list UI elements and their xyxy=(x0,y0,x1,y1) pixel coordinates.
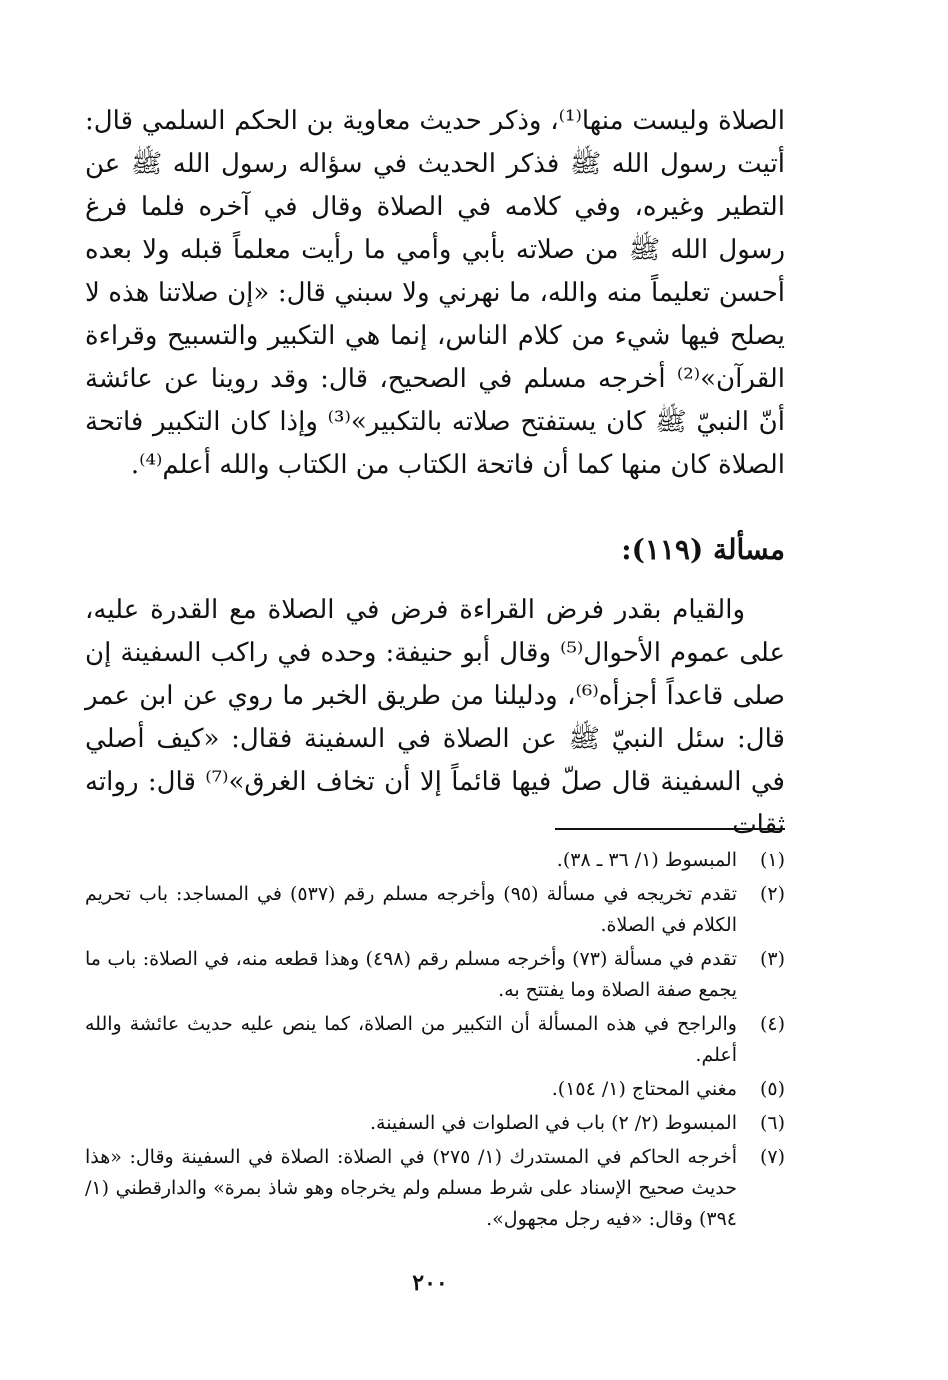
footnote-number: (٦) xyxy=(759,1112,785,1134)
second-text-block xyxy=(85,589,785,847)
footnote-number: (٥) xyxy=(759,1078,785,1100)
footnote-separator xyxy=(555,828,785,830)
paragraph-2: والقيام بقدر فرض القراءة فرض في الصلاة مع القدرة عليه، على عموم الأحوال⁽⁵⁾ وقال أبو حنيفة: وحده في راكب السفينة إن صلى قاعداً أجزأه⁽⁶⁾، ودليلنا من طريق الخبر ما روي عن ابن عمر قال: سئل النبيّ ﷺ عن الصلاة في السفينة فقال: «كيف أصلي في السفينة قال صلّ فيها قائماً إلا أن تخاف الغرق»⁽⁷⁾ قال: رواته ثقات xyxy=(85,595,786,840)
footnote-item xyxy=(85,1074,785,1105)
page-number: ٢٠٠ xyxy=(412,1270,448,1296)
footnote-number: (١) xyxy=(759,849,785,871)
footnote-number: (٤) xyxy=(759,1013,785,1035)
footnote-text: مغني المحتاج (١/ ١٥٤). xyxy=(551,1078,737,1100)
footnote-item xyxy=(85,1009,785,1071)
footnote-text: المبسوط (٢/ ٢) باب في الصلوات في السفينة. xyxy=(369,1112,737,1134)
footnote-item xyxy=(85,1142,785,1235)
section-heading: مسألة (١١٩): xyxy=(621,533,785,566)
footnote-text: تقدم تخريجه في مسألة (٩٥) وأخرجه مسلم رقم (٥٣٧) في المساجد: باب تحريم الكلام في الصلاة. xyxy=(85,883,738,936)
footnote-number: (٧) xyxy=(759,1146,785,1168)
footnote-item xyxy=(85,879,785,941)
main-text-block xyxy=(85,100,785,487)
footnote-text: أخرجه الحاكم في المستدرك (١/ ٢٧٥) في الصلاة: الصلاة في السفينة وقال: «هذا حديث صحيح الإسناد على شرط مسلم ولم يخرجاه وهو شاذ بمرة» والدارقطني (١/ ٣٩٤) وقال: «فيه رجل مجهول». xyxy=(85,1146,737,1230)
footnote-text: المبسوط (١/ ٣٦ ـ ٣٨). xyxy=(556,849,737,871)
footnote-text: والراجح في هذه المسألة أن التكبير من الصلاة، كما ينص عليه حديث عائشة والله أعلم. xyxy=(85,1013,737,1066)
footnote-number: (٢) xyxy=(759,883,785,905)
paragraph-1: الصلاة وليست منها⁽¹⁾، وذكر حديث معاوية بن الحكم السلمي قال: أتيت رسول الله ﷺ فذكر الحديث في سؤاله رسول الله ﷺ عن التطير وغيره، وفي كلامه في الصلاة وقال في آخره فلما فرغ رسول الله ﷺ من صلاته بأبي وأمي ما رأيت معلماً قبله ولا بعده أحسن تعليماً منه والله، ما نهرني ولا سبني قال: «إن صلاتنا هذه لا يصلح فيها شيء من كلام الناس، إنما هي التكبير والتسبيح وقراءة القرآن»⁽²⁾ أخرجه مسلم في الصحيح، قال: وقد روينا عن عائشة أنّ النبيّ ﷺ كان يستفتح صلاته بالتكبير»⁽³⁾ وإذا كان التكبير فاتحة الصلاة كان منها كما أن فاتحة الكتاب من الكتاب والله أعلم⁽⁴⁾. xyxy=(85,106,785,480)
footnote-item xyxy=(85,845,785,876)
footnote-text: تقدم في مسألة (٧٣) وأخرجه مسلم رقم (٤٩٨) وهذا قطعه منه، في الصلاة: باب ما يجمع صفة الصلاة وما يفتتح به. xyxy=(85,948,737,1001)
footnote-number: (٣) xyxy=(759,948,785,970)
footnote-item xyxy=(85,944,785,1006)
footnote-item xyxy=(85,1108,785,1139)
footnotes-list xyxy=(85,845,785,1238)
